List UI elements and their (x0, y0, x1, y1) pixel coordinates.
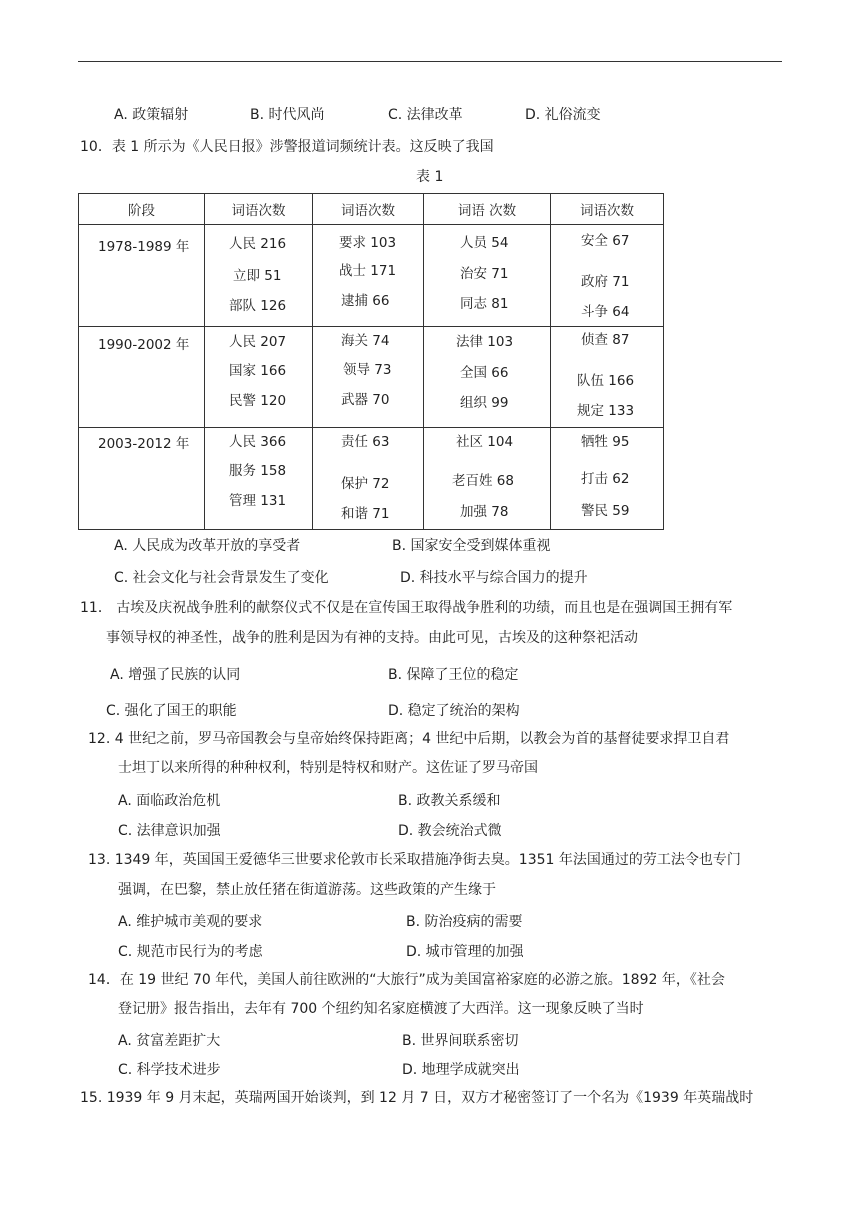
q12-option-d: D. 教会统治式微 (398, 823, 502, 839)
word-cell (424, 225, 551, 327)
q13-option-b: B. 防治疫病的需要 (406, 914, 523, 930)
word-count: 逮捕 66 (341, 293, 390, 309)
q9-option-b: B. 时代风尚 (250, 107, 325, 123)
word-count: 侦查 87 (581, 332, 630, 348)
q10-option-a: A. 人民成为改革开放的享受者 (114, 538, 301, 554)
word-count: 和谐 71 (341, 506, 390, 522)
period-label: 1978-1989 年 (98, 239, 190, 255)
word-count: 立即 51 (233, 268, 282, 284)
table-header-cell: 词语次数 (551, 194, 664, 225)
q11-option-b: B. 保障了王位的稳定 (388, 667, 519, 683)
word-count: 治安 71 (460, 266, 509, 282)
table-header-cell: 词语次数 (205, 194, 313, 225)
q14-option-d: D. 地理学成就突出 (402, 1062, 520, 1078)
q14-stem-line1: 14．在 19 世纪 70 年代，美国人前往欧洲的“大旅行”成为美国富裕家庭的必游之旅。1892 年，《社会 (88, 972, 725, 988)
q12-option-c: C. 法律意识加强 (118, 823, 221, 839)
period-cell (79, 225, 205, 327)
word-cell (205, 428, 313, 530)
word-count: 人民 366 (229, 434, 287, 450)
q11-option-c: C. 强化了国王的职能 (106, 703, 237, 719)
word-count: 部队 126 (229, 298, 287, 314)
q13-option-d: D. 城市管理的加强 (406, 944, 524, 960)
q10-option-d: D. 科技水平与综合国力的提升 (400, 570, 588, 586)
word-count: 打击 62 (581, 471, 630, 487)
q10-option-c: C. 社会文化与社会背景发生了变化 (114, 570, 329, 586)
table-row (79, 225, 664, 327)
word-count: 法律 103 (456, 334, 514, 350)
table-header-cell: 词语次数 (313, 194, 424, 225)
word-count: 全国 66 (460, 365, 509, 381)
word-count: 武器 70 (341, 392, 390, 408)
q11-stem-line1: 11． 古埃及庆祝战争胜利的献祭仪式不仅是在宣传国王取得战争胜利的功绩，而且也是在强调国王拥有军 (80, 600, 733, 616)
q9-option-d: D. 礼俗流变 (525, 107, 601, 123)
word-count: 加强 78 (460, 504, 509, 520)
q14-option-c: C. 科学技术进步 (118, 1062, 221, 1078)
q13-stem-line2: 强调，在巴黎，禁止放任猪在街道游荡。这些政策的产生缘于 (118, 882, 496, 898)
table-header-cell: 阶段 (79, 194, 205, 225)
word-count: 老百姓 68 (452, 473, 514, 489)
table-title: 表 1 (416, 169, 444, 185)
q14-option-b: B. 世界间联系密切 (402, 1033, 519, 1049)
word-count: 人民 216 (229, 236, 287, 252)
word-count: 国家 166 (229, 363, 287, 379)
word-count: 社区 104 (456, 434, 514, 450)
word-cell (424, 327, 551, 428)
word-cell (424, 428, 551, 530)
word-count: 安全 67 (581, 233, 630, 249)
period-cell (79, 428, 205, 530)
table-row (79, 428, 664, 530)
word-cell (205, 225, 313, 327)
word-count: 人民 207 (229, 334, 287, 350)
word-cell (205, 327, 313, 428)
word-count: 牺牲 95 (581, 434, 630, 450)
word-count: 领导 73 (343, 362, 392, 378)
q15-stem-line1: 15. 1939 年 9 月末起，英瑞两国开始谈判，到 12 月 7 日，双方才秘密签订了一个名为《1939 年英瑞战时 (80, 1090, 754, 1106)
word-count: 民警 120 (229, 393, 287, 409)
word-count: 海关 74 (341, 333, 390, 349)
word-count: 人员 54 (460, 235, 509, 251)
word-count: 服务 158 (229, 463, 287, 479)
word-count: 战士 171 (339, 263, 397, 279)
word-cell (313, 327, 424, 428)
word-count: 保护 72 (341, 476, 390, 492)
word-count: 要求 103 (339, 235, 397, 251)
word-count: 组织 99 (460, 395, 509, 411)
q10-option-b: B. 国家安全受到媒体重视 (392, 538, 551, 554)
period-cell (79, 327, 205, 428)
word-count: 规定 133 (577, 403, 635, 419)
word-count: 斗争 64 (581, 304, 630, 320)
word-count: 责任 63 (341, 434, 390, 450)
word-cell (551, 225, 664, 327)
word-cell (313, 428, 424, 530)
q12-option-b: B. 政教关系缓和 (398, 793, 501, 809)
q13-stem-line1: 13. 1349 年，英国国王爱德华三世要求伦敦市长采取措施净街去臭。1351 年法国通过的劳工法令也专门 (88, 852, 741, 868)
q9-option-a: A. 政策辐射 (114, 107, 189, 123)
q12-option-a: A. 面临政治危机 (118, 793, 221, 809)
q14-option-a: A. 贫富差距扩大 (118, 1033, 221, 1049)
word-count: 队伍 166 (577, 373, 635, 389)
q12-stem-line2: 士坦丁以来所得的种种权利，特别是特权和财产。这佐证了罗马帝国 (118, 760, 538, 776)
word-count: 管理 131 (229, 493, 287, 509)
table-row (79, 327, 664, 428)
table-header-row (79, 194, 664, 225)
q11-stem-line2: 事领导权的神圣性，战争的胜利是因为有神的支持。由此可见，古埃及的这种祭祀活动 (106, 630, 638, 646)
q14-stem-line2: 登记册》报告指出，去年有 700 个纽约知名家庭横渡了大西洋。这一现象反映了当时 (118, 1001, 644, 1017)
period-label: 1990-2002 年 (98, 337, 190, 353)
word-cell (551, 428, 664, 530)
period-label: 2003-2012 年 (98, 436, 190, 452)
word-count: 同志 81 (460, 296, 509, 312)
word-cell (551, 327, 664, 428)
q13-option-a: A. 维护城市美观的要求 (118, 914, 263, 930)
q11-option-d: D. 稳定了统治的架构 (388, 703, 520, 719)
word-count: 警民 59 (581, 503, 630, 519)
q9-option-c: C. 法律改革 (388, 107, 463, 123)
table-header-cell: 词语 次数 (424, 194, 551, 225)
header-rule (78, 61, 782, 62)
word-cell (313, 225, 424, 327)
q13-option-c: C. 规范市民行为的考虑 (118, 944, 263, 960)
word-frequency-table (78, 193, 664, 530)
word-count: 政府 71 (581, 274, 630, 290)
q12-stem-line1: 12. 4 世纪之前，罗马帝国教会与皇帝始终保持距离；4 世纪中后期，以教会为首的基督徒要求捍卫自君 (88, 731, 730, 747)
q11-option-a: A. 增强了民族的认同 (110, 667, 241, 683)
q10-stem: 10．表 1 所示为《人民日报》涉警报道词频统计表。这反映了我国 (80, 139, 494, 155)
